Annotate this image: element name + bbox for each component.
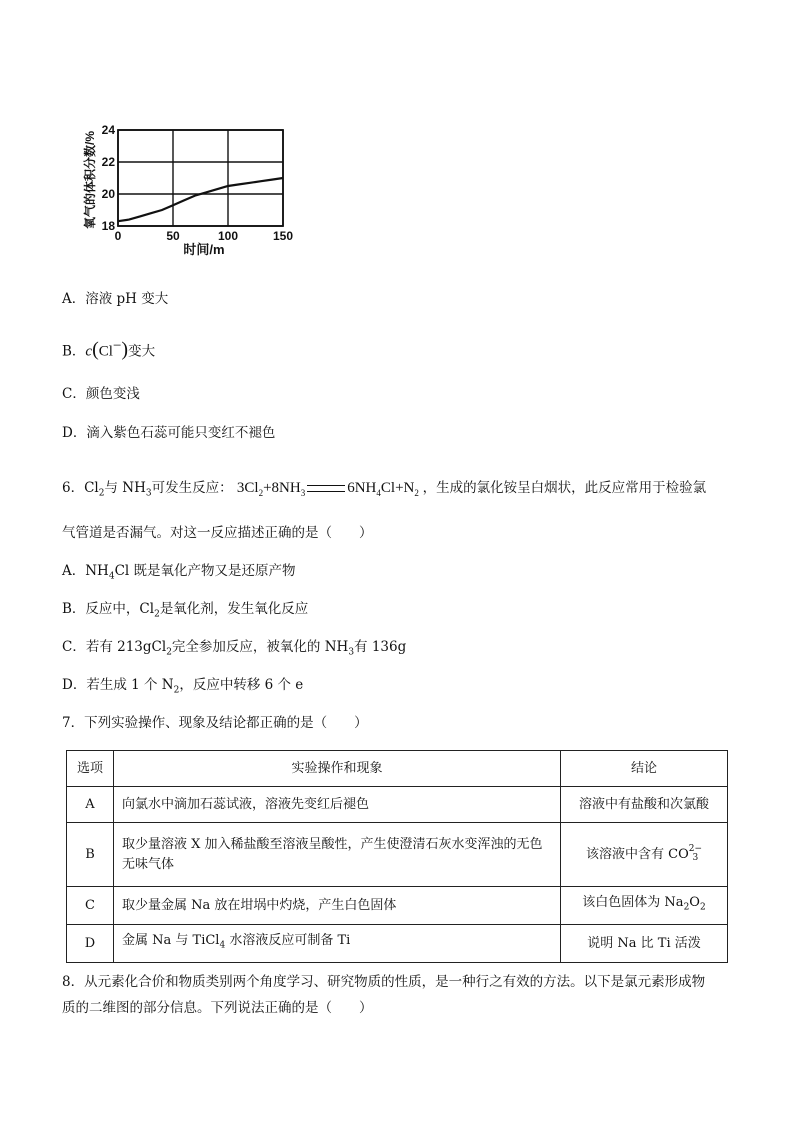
- chart-x-tick-label: 50: [166, 229, 180, 243]
- q5-option-b-conc-symbol: c: [85, 343, 93, 360]
- table-row: [67, 925, 728, 963]
- row-b-concl-text: 该溶液中含有 CO: [585, 846, 689, 862]
- q6-stem-line2: [62, 523, 373, 543]
- q5-option-c-text: C．颜色变浅: [62, 386, 140, 402]
- q6-option-d: [62, 675, 303, 701]
- q6-a-pre: A．NH: [62, 563, 109, 579]
- q6-cl2-sub: 2: [98, 488, 105, 499]
- chart-grid: [118, 130, 283, 226]
- q6-option-a: [62, 561, 296, 587]
- eq-lhs1-sub: 2: [258, 488, 264, 498]
- q5-option-b-charge: −: [112, 338, 122, 354]
- q5-option-c: [62, 384, 140, 404]
- q5-option-a: [62, 289, 168, 309]
- row-c-concl-sub1: 2: [683, 902, 690, 913]
- q5-option-a-text: A．溶液 pH 变大: [62, 291, 169, 307]
- row-a-conclusion: 溶液中有盐酸和次氯酸: [561, 787, 728, 823]
- q5-option-d: [62, 423, 275, 443]
- q6-reaction-text: 可发生反应：: [151, 480, 233, 496]
- q6-nh3-sub: 3: [145, 488, 152, 499]
- chart-series-line: [118, 178, 283, 221]
- row-c-option: C: [67, 887, 114, 925]
- q6-and-nh3: 与 NH: [104, 480, 146, 496]
- q6-b-post: 是氧化剂，发生氧化反应: [159, 601, 309, 617]
- q6-b-sub: 2: [154, 609, 160, 620]
- header-conclusion: 结论: [561, 751, 728, 787]
- q5-option-b-ion: Cl: [98, 343, 113, 360]
- table-header-row: [67, 751, 728, 787]
- chart-y-ticks: [102, 123, 116, 233]
- q6-d-sub: 2: [173, 685, 180, 696]
- row-d-operation: [114, 925, 561, 963]
- q6-c-sub2: 3: [348, 647, 355, 658]
- chart-y-tick-label: 18: [101, 219, 115, 233]
- row-b-conclusion: [561, 823, 728, 887]
- row-d-op-sub: 4: [219, 940, 226, 951]
- q7-stem-text: 7．下列实验操作、现象及结论都正确的是（ ）: [62, 715, 368, 731]
- q6-equation: [237, 480, 423, 496]
- header-operation: 实验操作和现象: [114, 751, 561, 787]
- row-b-option: B: [67, 823, 114, 887]
- q5-option-b-label: B．: [62, 343, 86, 360]
- eq-nh3: +8NH: [263, 480, 301, 496]
- chart-x-tick-label: 150: [272, 229, 294, 243]
- q5-option-b-left-paren: (: [92, 338, 99, 361]
- q7-table: [66, 750, 728, 963]
- chart-x-tick-label: 0: [114, 229, 122, 243]
- q6-a-post: Cl 既是氧化产物又是还原产物: [114, 563, 296, 579]
- chart-y-tick-label: 22: [101, 155, 115, 169]
- chart-axes-frame: [118, 130, 283, 226]
- q5-option-b-right-paren: ): [121, 338, 129, 361]
- row-c-operation: 取少量金属 Na 放在坩埚中灼烧，产生白色固体: [114, 887, 561, 925]
- q6-d-post: ，反应中转移 6 个 e: [179, 677, 304, 693]
- header-option: 选项: [67, 751, 114, 787]
- row-c-concl-mid: O: [689, 895, 700, 911]
- eq-lhs1: 3Cl: [236, 480, 259, 496]
- row-b-concl-sup-sub: [689, 845, 702, 863]
- chart-y-axis-label: 氧气的体积分数/%: [83, 130, 97, 230]
- q8-line1-text: 8．从元素化合价和物质类别两个角度学习、研究物质的性质，是一种行之有效的方法。以下是氯元素形成物: [62, 974, 706, 990]
- eq-nh4-sub: 4: [376, 488, 381, 498]
- q8-line2-text: 质的二维图的部分信息。下列说法正确的是（ ）: [62, 1000, 373, 1016]
- row-c-concl-text: 该白色固体为 Na: [582, 895, 684, 911]
- chart-y-tick-label: 20: [101, 187, 115, 201]
- q6-line1-tail: ，生成的氯化铵呈白烟状，此反应常用于检验氯: [422, 480, 707, 496]
- q8-stem-line1: [62, 972, 705, 992]
- q6-cl2: Cl: [84, 480, 99, 496]
- chart-y-tick-label: 24: [101, 123, 115, 137]
- q6-c-post: 有 136g: [354, 639, 407, 655]
- row-d-option: D: [67, 925, 114, 963]
- row-d-op-pre: 金属 Na 与 TiCl: [122, 933, 220, 949]
- row-c-concl-sub2: 2: [699, 902, 706, 913]
- table-row: [67, 787, 728, 823]
- q6-stem-line1: [62, 478, 706, 504]
- q6-d-pre: D．若生成 1 个 N: [62, 677, 174, 693]
- q6-option-b: [62, 599, 308, 625]
- q6-b-pre: B．反应中，Cl: [62, 601, 155, 617]
- table-row: [67, 823, 728, 887]
- row-c-conclusion: [561, 887, 728, 925]
- q6-line2-text: 气管道是否漏气。对这一反应描述正确的是（ ）: [62, 525, 373, 541]
- chart-x-ticks: [115, 229, 294, 243]
- oxygen-volume-fraction-chart: [80, 108, 300, 268]
- q6-number: 6．: [62, 480, 85, 496]
- q6-c-sub: 2: [166, 647, 172, 658]
- q5-option-b: [62, 336, 155, 362]
- chart-plot-border: [118, 130, 283, 226]
- eq-double-bar-arrow: [307, 485, 345, 492]
- q5-option-b-suffix: 变大: [128, 343, 156, 360]
- eq-n2-sub: 2: [414, 488, 419, 498]
- q6-c-mid: 完全参加反应，被氧化的 NH: [171, 639, 349, 655]
- q6-a-sub: 4: [108, 571, 115, 582]
- row-b-concl-sup: 2−: [688, 844, 703, 854]
- row-a-option: A: [67, 787, 114, 823]
- row-a-operation: 向氯水中滴加石蕊试液，溶液先变红后褪色: [114, 787, 561, 823]
- chart-x-axis-label: 时间/m: [183, 242, 225, 257]
- q6-c-pre: C．若有 213gCl: [62, 639, 167, 655]
- eq-nh4: 6NH: [347, 480, 377, 496]
- eq-cl-n: Cl+N: [380, 480, 415, 496]
- row-b-concl-sub: 3: [692, 853, 699, 863]
- q6-option-c: [62, 637, 406, 663]
- row-b-operation: 取少量溶液 X 加入稀盐酸至溶液呈酸性，产生使澄清石灰水变浑浊的无色无味气体: [114, 823, 561, 887]
- q7-stem: [62, 713, 368, 733]
- q8-stem-line2: [62, 998, 373, 1018]
- row-d-conclusion: 说明 Na 比 Ti 活泼: [561, 925, 728, 963]
- chart-x-tick-label: 100: [217, 229, 239, 243]
- table-row: [67, 887, 728, 925]
- q5-option-d-text: D．滴入紫色石蕊可能只变红不褪色: [62, 425, 276, 441]
- row-d-op-post: 水溶液反应可制备 Ti: [225, 933, 351, 949]
- eq-nh3-sub: 3: [300, 488, 306, 498]
